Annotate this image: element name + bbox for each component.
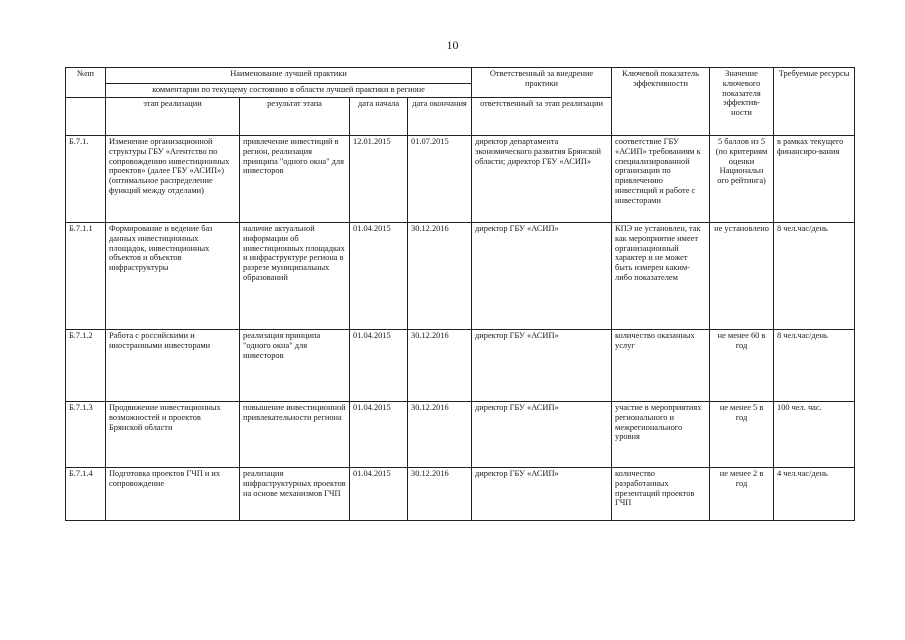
row-start: 01.04.2015 (350, 402, 408, 468)
row-stage: Изменение организационной структуры ГБУ «Агентство по сопровождению инвестиционных проектов» (далее ГБУ «АСИП») (оптимальное распределение функций между отделами) (106, 136, 240, 223)
row-resources: 4 чел.час/день (774, 468, 855, 521)
row-resources: 8 чел.час/день (774, 223, 855, 330)
row-stage: Подготовка проектов ГЧП и их сопровождение (106, 468, 240, 521)
header-num-blank (66, 98, 106, 136)
row-num: Б.7.1.1 (66, 223, 106, 330)
row-value: не менее 5 в год (710, 402, 774, 468)
row-end: 30.12.2016 (408, 402, 472, 468)
row-kpi: количество разработанных презентаций проектов ГЧП (612, 468, 710, 521)
row-end: 30.12.2016 (408, 223, 472, 330)
row-end: 30.12.2016 (408, 468, 472, 521)
row-result: наличие актуальной информации об инвестиционных площадках и инфраструктуре региона в разрезе муниципальных образований (240, 223, 350, 330)
row-end: 01.07.2015 (408, 136, 472, 223)
row-resources: 8 чел.час/день (774, 330, 855, 402)
row-start: 01.04.2015 (350, 223, 408, 330)
row-kpi: КПЭ не установлен, так как мероприятие имеет организационный характер и не может быть измерен каким-либо показателем (612, 223, 710, 330)
row-value: не установлено (710, 223, 774, 330)
row-responsible: директор ГБУ «АСИП» (472, 402, 612, 468)
header-practice-name: Наименование лучшей практики (106, 68, 472, 84)
row-start: 01.04.2015 (350, 468, 408, 521)
row-value: не менее 2 в год (710, 468, 774, 521)
row-stage: Работа с российскими и иностранными инвесторами (106, 330, 240, 402)
row-end: 30.12.2016 (408, 330, 472, 402)
header-responsible: Ответственный за внедрение практики (472, 68, 612, 98)
header-result: результат этапа (240, 98, 350, 136)
header-start: дата начала (350, 98, 408, 136)
row-result: реализация принципа "одного окна" для инвесторов (240, 330, 350, 402)
best-practice-table (65, 67, 855, 521)
row-num: Б.7.1.4 (66, 468, 106, 521)
row-stage: Продвижение инвестиционных возможностей и проектов Брянской области (106, 402, 240, 468)
row-start: 12.01.2015 (350, 136, 408, 223)
row-result: реализация инфраструктурных проектов на основе механизмов ГЧП (240, 468, 350, 521)
row-start: 01.04.2015 (350, 330, 408, 402)
row-resources: 100 чел. час. (774, 402, 855, 468)
row-responsible: директор ГБУ «АСИП» (472, 330, 612, 402)
header-resources: Требуемые ресурсы (774, 68, 855, 136)
row-num: Б.7.1.3 (66, 402, 106, 468)
header-comments: комментарии по текущему состоянию в области лучшей практики в регионе (106, 84, 472, 98)
row-num: Б.7.1. (66, 136, 106, 223)
table-row (66, 136, 855, 223)
row-result: повышение инвестиционной привлекательности региона (240, 402, 350, 468)
row-stage: Формирование и ведение баз данных инвестиционных площадок, инвестиционных объектов и объектов инфраструктуры (106, 223, 240, 330)
row-result: привлечение инвестиций в регион, реализация принципа "одного окна" для инвесторов (240, 136, 350, 223)
row-responsible: директор ГБУ «АСИП» (472, 468, 612, 521)
row-value: 5 баллов из 5 (по критериям оценки Национальн ого рейтинга) (710, 136, 774, 223)
row-responsible: директор ГБУ «АСИП» (472, 223, 612, 330)
table-row (66, 223, 855, 330)
header-responsible-stage: ответственный за этап реализации (472, 98, 612, 136)
row-value: не менее 60 в год (710, 330, 774, 402)
header-kpi: Ключевой показатель эффективности (612, 68, 710, 136)
row-kpi: участие в мероприятиях регионального и межрегионального уровня (612, 402, 710, 468)
row-resources: в рамках текущего финансиро-вания (774, 136, 855, 223)
table-row (66, 402, 855, 468)
header-num: №пп (66, 68, 106, 98)
row-num: Б.7.1.2 (66, 330, 106, 402)
table-row (66, 330, 855, 402)
header-stage: этап реализации (106, 98, 240, 136)
row-kpi: соответствие ГБУ «АСИП» требованиям к специализированной организации по привлечению инвестиций и работе с инвесторами (612, 136, 710, 223)
table-row (66, 468, 855, 521)
row-responsible: директор департамента экономического развития Брянской области; директор ГБУ «АСИП» (472, 136, 612, 223)
row-kpi: количество оказанных услуг (612, 330, 710, 402)
header-kpi-value: Значение ключевого показателя эффектив-ности (710, 68, 774, 136)
page-number: 10 (446, 38, 459, 52)
header-end: дата окончания (408, 98, 472, 136)
